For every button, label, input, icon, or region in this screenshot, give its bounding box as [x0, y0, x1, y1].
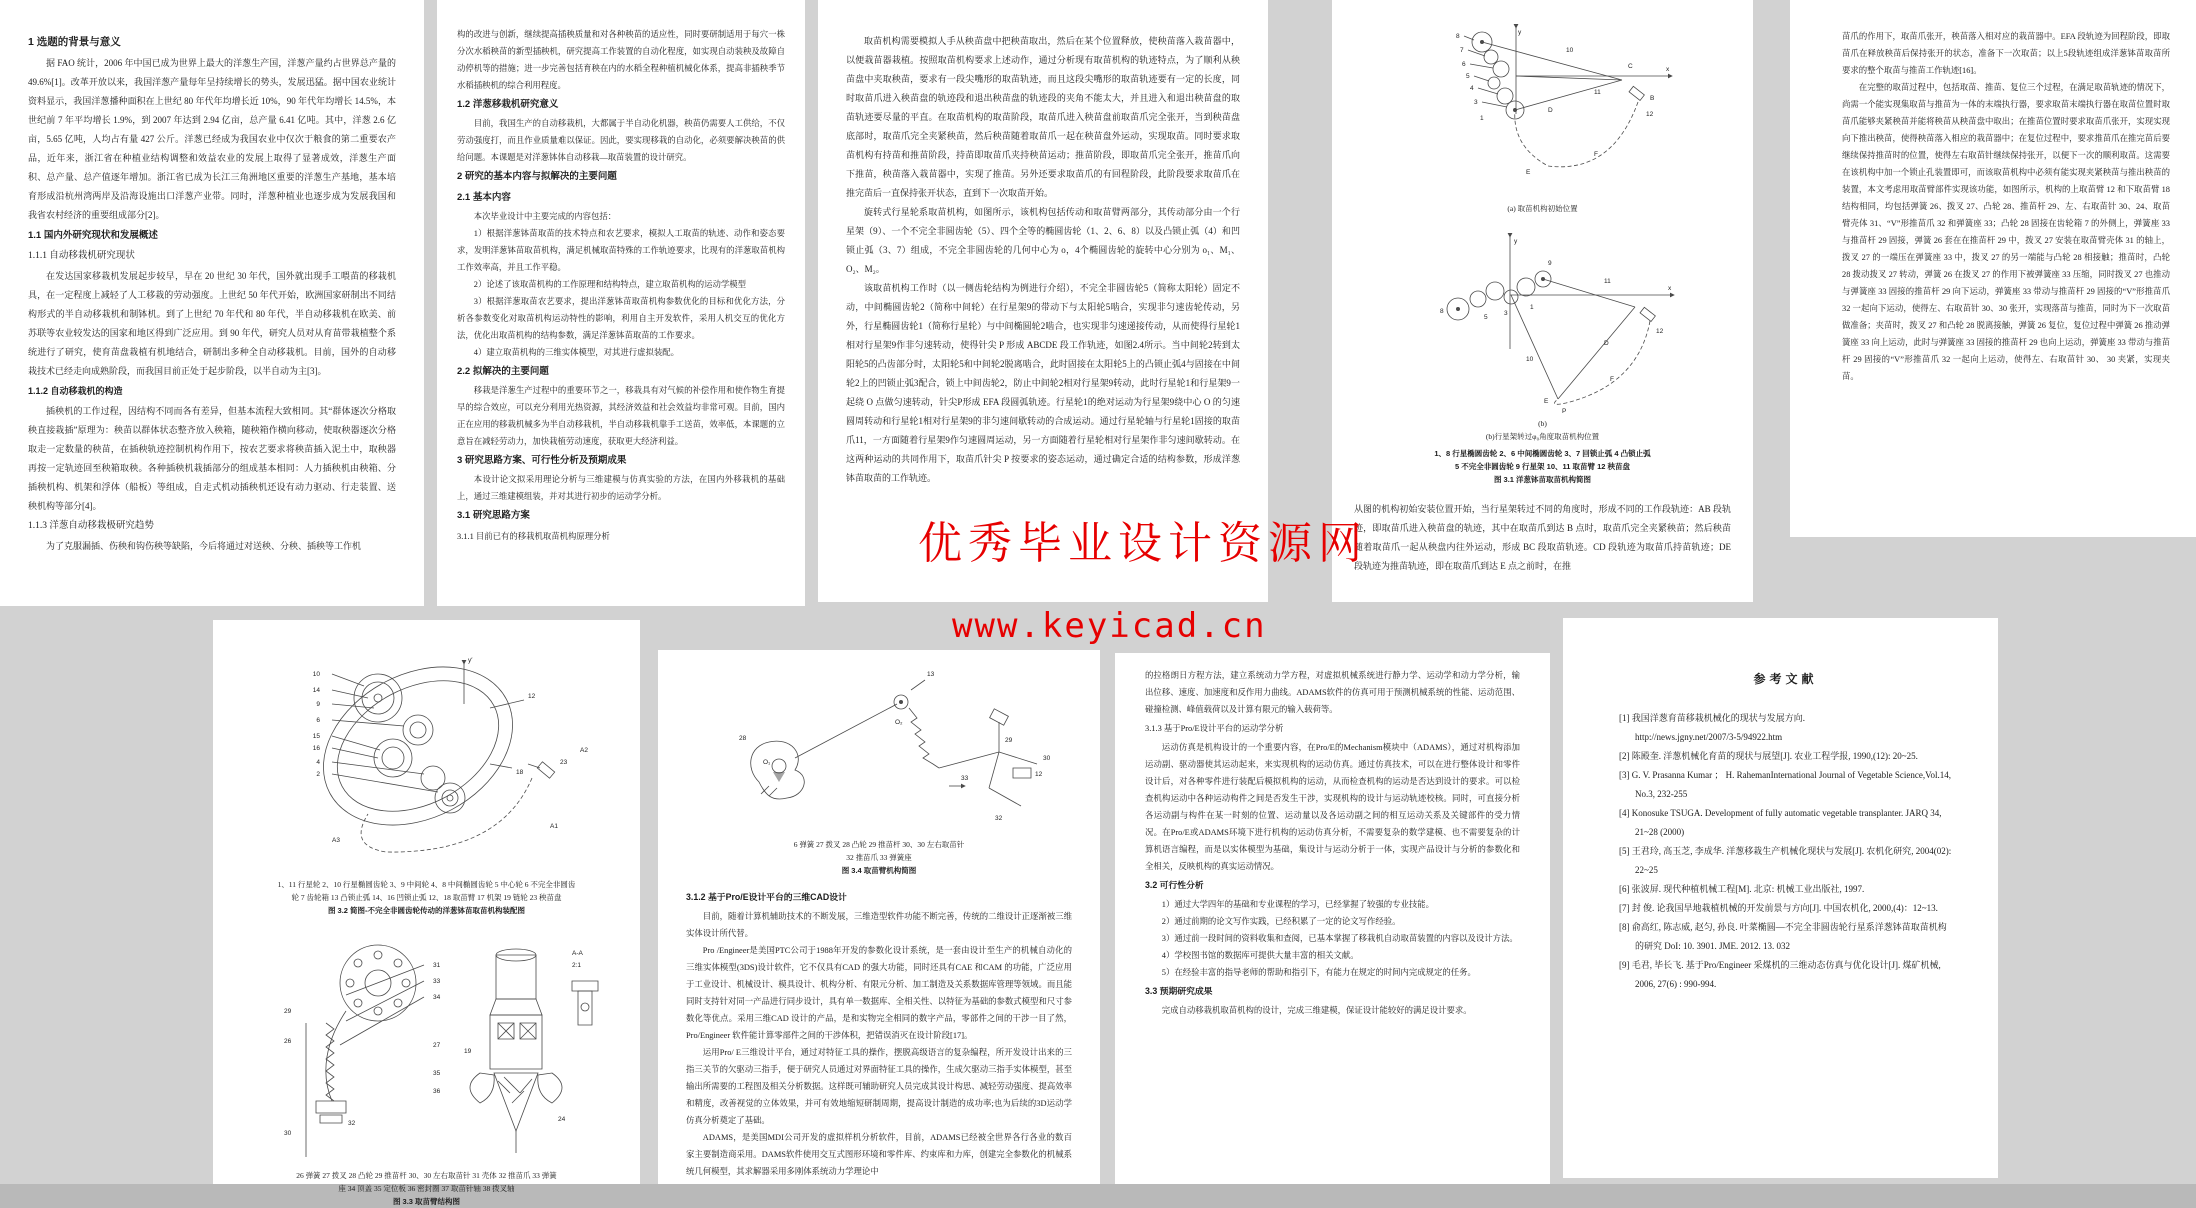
list-item: 4）建立取苗机构的三维实体模型，对其进行虚拟装配。: [473, 348, 679, 357]
paragraph: 构的改进与创新，继续提高插秧质量和对各种秧苗的适应性，同时要研制适用于每穴一株分次水稻秧苗的新型插秧机，研究提高工作装置的自动化程度，如实现自动装秧及故障自动停机等的措施；进一步完善包括育秧在内的水稻全程种植机械化体系，提高非插秧季节水稻插秧机的综合利用程度。: [457, 30, 785, 90]
svg-text:A-A: A-A: [571, 950, 583, 957]
svg-text:32: 32: [347, 1120, 355, 1127]
paragraph: 目前，随着计算机辅助技术的不断发展，三维造型软件功能不断完善，传统的二维设计正逐渐被三维实体设计所代替。: [686, 912, 1072, 938]
list-item: 2）通过前期的论文写作实践，已经积累了一定的论文写作经验。: [1161, 917, 1401, 926]
svg-text:A1: A1: [549, 823, 558, 830]
svg-text:x: x: [1665, 66, 1669, 73]
paragraph: 据 FAO 统计，2006 年中国已成为世界上最大的洋葱生产国，洋葱产量约占世界总产量的 49.6%[1]。改革开放以来，我国洋葱产量每年呈持续增长的势头，发展迅猛。据中国农业统计资料显示，我国洋葱播种面积在上世纪 80 年代年均增长近 10%，90 年代年均增长 14.5%，本世纪前 7 年平均增长 1.9%，到 2007 年达到 2.94 亿亩，总产量 6.41 亿吨。其中，洋葱 2.6 亿亩，5.65 亿吨，人均占有量 427 公斤。洋葱已经成为我国农业中仅次于粮食的第二重要农产品，近年来，浙江省在种植业结构调整和效益农业的发展上取得了显著成效，洋葱生产面积、总产量、总产值逐年增加。浙江省已成为长江三角洲地区重要的洋葱生产基地，基本培育形成沿杭州湾两岸及沿海设施出口洋葱产业带。同时，洋葱种植业也逐步成为发展我国和我省农村经济的重要组成部分[2]。: [28, 58, 396, 220]
svg-text:32: 32: [995, 815, 1003, 822]
svg-text:E: E: [1525, 169, 1530, 176]
svg-text:19: 19: [463, 1048, 471, 1055]
paragraph: 插秧机的工作过程，因结构不同而各有差异，但基本流程大致相同。其“群体逐次分格取秧直接栽插”原理为：秧苗以群体状态整齐放入秧箱，随秧箱作横向移动，使取秧器逐次分格取走一定数量的秧苗，在插秧轨迹控制机构作用下，按农艺要求将秧苗插入泥土中，取秧器再按一定轨迹回至秧箱取秧。各种插秧机栽插部分的组成基本相同：人力插秧机由秧箱、分插秧机构、机架和浮体（船板）等组成，自走式机动插秧机还设有动力驱动、行走装置、送秧机构等部分[4]。: [28, 406, 396, 511]
fig-3-1-title: 图 3.1 洋葱钵苗取苗机构简图: [1493, 475, 1592, 484]
fig-3-1b-caption: (b)行星架转过φ₀角度取苗机构位置: [1485, 432, 1600, 441]
svg-text:6: 6: [315, 717, 320, 724]
paragraph: Pro /Engineer是美国PTC公司于1988年开发的参数化设计系统，是一套由设计至生产的机械自动化的三维实体模型(3DS)设计软件，它不仅具有CAD 的强大功能，同时还具有CAE 和CAM 的功能，广泛应用于工业设计、机械设计、模具设计、机构分析、有限元分析、加工制造及关系数据库管理等领域。而且能同时支持针对同一产品进行同步设计，具有单一数据库、全相关性、以特征为基础的参数式模型和尺寸参数化等优点。采用三维CAD 设计的产品，是和实物完全相同的数字产品，零部件之间的干涉一目了然，Pro/Engineer 软件能计算零部件之间的干涉体积，把错误消灭在设计阶段[17]。: [686, 946, 1072, 1040]
svg-text:6: 6: [1461, 61, 1466, 68]
svg-text:5: 5: [1483, 314, 1488, 321]
reference-item: [8] 俞高红, 陈志威, 赵匀, 孙良. 叶菜椭圆—不完全非圆齿轮行星系洋葱钵苗取苗机构的研究 DoI: 10. 3901. JME. 2012. 13. 032: [1619, 922, 1947, 951]
fig-3-3-legend-2: 座 34 顶盖 35 定位板 36 密封圈 37 取苗针轴 38 拨叉轴: [338, 1184, 515, 1193]
fig-3-1b-tag: (b): [1538, 419, 1547, 428]
svg-text:B: B: [1649, 95, 1654, 102]
paragraph: 运用Pro/ E三维设计平台，通过对特征工具的操作，摆脱高级语言的复杂编程，所开发设计出来的三指三关节的欠驱动三指手，便于研究人员通过对界面特征工具的操作，生成欠驱动三指手实体模型，甚至输出所需要的工程图及相关分析数据。这样既可辅助研究人员完成其设计构思、减轻劳动强度、提高效率和精度，改善视觉的立体效果，并可有效地缩短研制周期，提高设计制造的成功率;也为后续的3D运动学仿真分析奠定了基础。: [686, 1048, 1072, 1125]
fig-3-1b-mechanism-diagram: [1398, 221, 1688, 417]
watermark-site-url: www.keyicad.cn: [952, 606, 1267, 646]
list-item: 1）通过大学四年的基础和专业课程的学习，已经掌握了较强的专业技能。: [1161, 900, 1434, 909]
fig-3-3-structure-drawing: [228, 925, 626, 1161]
heading-3-2: 3.2 可行性分析: [1145, 880, 1204, 890]
reference-item: [9] 毛君, 毕长飞. 基于Pro/Engineer 采煤机的三维动态仿真与优化设计[J]. 煤矿机械, 2006, 27(6) : 990-994.: [1619, 960, 1941, 989]
paragraph: 从图的机构初始安装位置开始，当行星架转过不同的角度时，形成不同的工作段轨迹：AB 段轨迹，即取苗爪进入秧苗盘的轨迹，其中在取苗爪到达 B 点时，取苗爪完全夹紧秧苗；然后秧苗随着取苗爪一起从秧盘内往外运动，形成 BC 段取苗轨迹。CD 段轨迹为取苗爪持苗轨迹；DE 段轨迹为推苗轨迹，即在取苗爪到达 E 点之前时，在推: [1354, 504, 1731, 571]
svg-text:E: E: [1543, 398, 1548, 405]
paragraph: 本设计论文拟采用理论分析与三维建模与仿真实验的方法，在国内外移栽机的基础上，通过三维建模组装，并对其进行初步的运动学分析。: [457, 475, 785, 501]
watermark-site-name: 优秀毕业设计资源网: [918, 519, 1368, 568]
svg-text:y: y: [1517, 29, 1521, 36]
svg-text:35: 35: [432, 1070, 440, 1077]
page-4-background: [1332, 0, 1753, 602]
fig-3-2-legend-1: 1、11 行星轮 2、10 行星椭圆齿轮 3、9 中间轮 4、8 中间椭圆齿轮 5 中心轮 6 不完全非圆齿: [277, 880, 576, 889]
svg-text:28: 28: [739, 735, 747, 742]
svg-text:33: 33: [961, 775, 969, 782]
heading-2-1: 2.1 基本内容: [457, 192, 511, 203]
svg-text:O₁: O₁: [763, 759, 771, 766]
paragraph: 苗爪的作用下，取苗爪张开，秧苗落入相对应的栽苗器中。EFA 段轨迹为回程阶段，即取苗爪在释放秧苗后保持张开的状态，准备下一次取苗；以上5段轨迹组成洋葱钵苗取苗所要求的整个取苗与推苗工作轨迹[16]。: [1842, 32, 2170, 75]
paragraph: 取苗机构需要模拟人手从秧苗盘中把秧苗取出，然后在某个位置释放，使秧苗落入栽苗器中，以便栽苗器栽植。按照取苗机构要求上述动作，通过分析现有取苗机构的轨迹特点，为了顺利从秧苗盘中夹取秧苗，要求有一段尖嘴形的取苗轨迹，而且这段尖嘴形的取苗轨迹要有一定的长度，同时取苗爪进入秧苗盘的轨迹段和退出秧苗盘的轨迹段的夹角不能太大，并且进入和退出秧苗盘的取苗轨迹要尽量的平直。在取苗机构的取苗阶段，取苗爪进入秧苗盘前取苗爪完全张开，当到秧苗盘底部时，取苗爪完全夹紧秧苗，然后秧苗随着取苗爪一起在秧苗盘外运动，实现取苗。同时要求取苗机构有持苗和推苗阶段，持苗即取苗爪夹持秧苗运动；推苗阶段，即取苗爪完全张开，推苗爪向下推苗，秧苗落入栽苗器中，实现了推苗。另外还要求取苗爪的有回程阶段，此阶段要求取苗爪在推完苗后一直保持张开状态，直到下一次取苗开始。: [846, 36, 1240, 198]
svg-text:F: F: [1609, 376, 1614, 383]
svg-text:5: 5: [1465, 73, 1470, 80]
svg-text:1: 1: [1479, 115, 1484, 122]
svg-text:23: 23: [559, 759, 567, 766]
heading-3-1-1: 3.1.1 目前已有的移栽机取苗机构原理分析: [457, 532, 610, 541]
svg-text:26: 26: [283, 1038, 291, 1045]
heading-1-1-3: 1.1.3 洋葱自动移栽极研究趋势: [28, 521, 154, 531]
svg-text:10: 10: [1525, 356, 1533, 363]
references-title: 参考文献: [1753, 672, 1818, 686]
svg-text:29: 29: [1005, 737, 1013, 744]
svg-text:O₂: O₂: [895, 719, 903, 726]
heading-3-1-3: 3.1.3 基于Pro/E设计平台的运动学分析: [1145, 724, 1284, 733]
svg-text:x: x: [1667, 285, 1671, 292]
fig-3-3-legend-1: 26 弹簧 27 拨叉 28 凸轮 29 推苗杆 30、30 左右取苗针 31 壳体 32 推苗爪 33 弹簧: [296, 1171, 557, 1180]
heading-1-1-2: 1.1.2 自动移栽机的构造: [28, 386, 123, 396]
list-item: 4）学校图书馆的数据库可提供大量丰富的相关文献。: [1161, 951, 1359, 960]
svg-text:15: 15: [312, 733, 320, 740]
reference-item: [3] G. V. Prasanna Kumar ； H. RahemanInternational Journal of Vegetable Science,Vol.14, No.3, 232-255: [1619, 770, 1952, 799]
heading-3-1: 3.1 研究思路方案: [457, 510, 530, 521]
svg-text:1: 1: [1529, 304, 1534, 311]
page-5-background: [1790, 0, 2196, 537]
svg-text:30: 30: [1043, 755, 1051, 762]
svg-text:34: 34: [432, 994, 440, 1001]
page-1-background: [0, 0, 424, 606]
fig-3-4-title: 图 3.4 取苗臂机构简图: [841, 866, 917, 875]
paragraph: 为了克服漏插、伤秧和钩伤秧等缺陷，今后将通过对送秧、分秧、插秧等工作机: [46, 541, 362, 551]
paragraph: 在发达国家移栽机发展起步较早，早在 20 世纪 30 年代，国外就出现手工喂苗的移栽机具，在一定程度上减轻了人工移栽的劳动强度。上世纪 50 年代开始，欧洲国家研制出不同结构形式的半自动移栽机和制钵机。到了上世纪 70 年代和 80 年代，半自动移栽机在欧美、前苏联等农业较发达的国家和地区得到广泛应用。到 90 年代，研究人员对从育苗带栽植整个系统进行了研究，使育苗盘栽植有机地结合，研制出多种全自动移栽机。目前，国外的自动移栽技术已经走向成熟阶段，而我国目前正处于起步阶段，以半自动为主[3]。: [28, 271, 396, 376]
page-9-background: [1563, 618, 1998, 1178]
heading-1: 1 选题的背景与意义: [28, 36, 121, 48]
paragraph: 目前，我国生产的自动移栽机，大都属于半自动化机器，秧苗仍需要人工供给，不仅劳动强度打，而且作业质量难以保证。因此，要实现移栽的自动化，必须要解决秧苗的供给问题。本课题是对洋葱钵体自动移栽—取苗装置的设计研究。: [457, 119, 785, 162]
page-7-background: [658, 650, 1100, 1184]
reference-item: [5] 王君玲, 高玉芝, 李成华. 洋葱移栽生产机械化现状与发展[J]. 农机化研究, 2004(02): 22~25: [1619, 846, 1952, 875]
svg-text:12: 12: [1035, 771, 1043, 778]
svg-text:13: 13: [927, 671, 935, 678]
svg-text:A2: A2: [579, 747, 588, 754]
svg-text:14: 14: [312, 687, 320, 694]
reference-item: [4] Konosuke TSUGA. Development of fully automatic vegetable transplanter. JARQ 34, 21~28 (2000): [1619, 808, 1942, 837]
heading-1-1-1: 1.1.1 自动移栽机研究现状: [28, 251, 135, 261]
svg-text:11: 11: [1593, 89, 1601, 96]
svg-text:A3: A3: [331, 837, 340, 844]
page-6-background: [213, 620, 640, 1206]
paragraph: 在完整的取苗过程中，包括取苗、推苗、复位三个过程，在满足取苗轨迹的情况下，尚需一个能实现集取苗与推苗为一体的末端执行器，要求取苗末端执行器在取苗位置时取苗爪能够夹紧秧苗并能将秧苗从秧苗盘中取出；在推苗位置时要求取苗爪张开，实现实现向下推出秧苗，使得秧苗落入相应的栽苗器中；在复位过程中，要求推苗爪在推完苗后要继续保持推苗时的位置，使得左右取苗针继续保持张开，以便下一次的顺利取苗。这需要在该机构中加一个锁止孔装置即可，而该取苗机构中必须有能实现夹紧秧苗与推出秧苗的装置，本文考虑用取苗臂部件实现该功能，如图所示，机构的上取苗臂 12 和下取苗臂 18 结构相同，均包括弹簧 26、拨叉 27、凸轮 28、推苗杆 29、左、右取苗针 30、24、取苗臂壳体 31、“V”形推苗爪 32 和弹簧座 33；凸轮 28 固接在齿轮箱 7 的外侧上，弹簧座 33 与推苗杆 29 固接，弹簧 26 套在在推苗杆 29 中，拨叉 27 安装在取苗臂壳体 31 的轴上，拨叉 27 的一端压在弹簧座 33 中，拨叉 27 的另一端能与凸轮 28 相接触；推苗时，凸轮 28 拨动拨叉 27 转动，弹簧 26 在拨叉 27 的作用下被弹簧座 33 压缩，同时拨叉 27 也推动与弹簧座 33 固接的推苗杆 29 向下运动，弹簧座 33 带动与推苗杆 29 固接的“V”形推苗爪 32 一起向下运动，使得左、右取苗针 30、30 张开，实现落苗与推苗，同时为下一次取苗做准备；夹苗时，拨叉 27 和凸轮 28 脱离接触，弹簧 26 复位，复位过程中弹簧 26 推动弹簧座 33 向上运动，此时与弹簧座 33 固接的推苗杆 29 也向上运动，弹簧座 33 带动与推苗杆 29 固接的“V”形推苗爪 32 一起向上运动，使得左、右取苗针 30、 30 夹紧，实现夹苗。: [1842, 83, 2170, 381]
svg-text:4: 4: [315, 759, 320, 766]
fig-3-2-legend-2: 轮 7 齿轮箱 13 凸锁止弧 14、16 凹锁止弧 12、18 取苗臂 17 机架 19 链轮 23 秧苗盘: [291, 893, 562, 902]
fig-3-3-title: 图 3.3 取苗臂结构图: [392, 1197, 461, 1206]
svg-text:31: 31: [432, 962, 440, 969]
svg-text:12: 12: [527, 693, 535, 700]
paragraph: 旋转式行星轮系取苗机构，如图所示，该机构包括传动和取苗臂两部分，其传动部分由一个行星架（9）、一个不完全非圆齿轮（5）、四个全等的椭圆齿轮（1、2、6、8）以及凸锁止弧（4）和凹锁止弧（3、7）组成，不完全非圆齿轮的几何中心为 o，4个椭圆齿轮的旋转中心分别为 o₁、M₁、O₂、M₂。: [846, 207, 1240, 274]
svg-text:30: 30: [283, 1130, 291, 1137]
list-item: 3）根据洋葱取苗农艺要求，提出洋葱钵苗取苗机构参数优化的目标和优化方法，分析各参数变化对取苗机构运动特性的影响，利用自主开发软件，采用人机交互的优化方法，优化出取苗机构的结构参数，满足洋葱钵苗取苗的工作要求。: [457, 297, 785, 340]
svg-text:12: 12: [1645, 111, 1653, 118]
svg-text:2: 2: [315, 771, 320, 778]
heading-2-2: 2.2 拟解决的主要问题: [457, 366, 549, 377]
svg-text:12: 12: [1655, 328, 1663, 335]
svg-text:3: 3: [1503, 310, 1508, 317]
svg-text:4: 4: [1469, 85, 1474, 92]
fig-3-4-legend-1: 6 弹簧 27 拨叉 28 凸轮 29 推苗杆 30、30 左右取苗针: [793, 840, 965, 849]
svg-text:36: 36: [432, 1088, 440, 1095]
svg-text:9: 9: [1547, 260, 1552, 267]
fig-3-2-title: 图 3.2 简图-不完全非圆齿轮传动的洋葱钵苗取苗机构装配图: [327, 906, 526, 915]
heading-1-2: 1.2 洋葱移栽机研究意义: [457, 99, 559, 110]
svg-text:C: C: [1627, 63, 1633, 70]
paragraph: 该取苗机构工作时（以一侧齿轮结构为例进行介绍），不完全非圆齿轮5（简称太阳轮）固定不动，中间椭圆齿轮2（简称中间轮）在行星架9的带动下与太阳轮5啮合，实现非匀速齿轮传动，另外，行星椭圆齿轮1（简称行星轮）与中间椭圆轮2啮合，也实现非匀速递接传动，从而使得行星轮1相对行星架9作非匀速转动，使得针尖 P 形成 ABCDE 段工作轨迹，如图2.4所示。当中间轮2转到太阳轮5的凸齿部分时，太阳轮5和中间轮2脱离啮合，此时固接在太阳轮5上的凸锁止弧4与固接在中间轮2上的凹锁止弧3配合，锁上中间齿轮2，防止中间轮2相对行星架9转动，此时行星轮1和行星架9一起绕 O 点做匀速转动，针尖P形成 EFA 段圆弧轨迹。行星轮1的绝对运动为行星架9绕中心 O 的匀速圆周转动和行星轮1相对行星架9的非匀速间歇转动的合成运动。通过行星轮轴与行星轮1固接的取苗爪11，一方面随着行星架9作匀速圆周运动，另一方面随着行星轮相对行星架作非匀速间歇转动。在这两种运动的共同作用下，取苗爪针尖 P 按要求的姿态运动，通过确定合适的结构参数，形成洋葱钵苗取苗的工作轨迹。: [846, 283, 1240, 483]
page-3-background: [818, 0, 1268, 602]
reference-item: [2] 陈殿奎. 洋葱机械化育苗的现状与展望[J]. 农业工程学报, 1990,(12): 20~25.: [1619, 751, 1918, 761]
list-item: 1）根据洋葱钵苗取苗的技术特点和农艺要求，模拟人工取苗的轨迹、动作和姿态要求，发明洋葱钵苗取苗机构，满足机械取苗特殊的工作轨迹要求，比现有的洋葱取苗机构工作效率高，并且工作平稳。: [457, 229, 785, 272]
fig-3-4-legend-2: 32 推苗爪 33 弹簧座: [846, 853, 912, 862]
paragraph: 移栽是洋葱生产过程中的重要环节之一，移栽具有对气候的补偿作用和使作物生育提早的综合效应，可以充分利用光热资源，其经济效益和社会效益均非常可观。目前，国内正在应用的移栽机械多为半自动移栽机，半自动移栽机靠手工送苗，效率低，本课题的立意旨在减轻劳动力，加快栽植劳动速度，获取更大经济利益。: [457, 386, 785, 446]
heading-2: 2 研究的基本内容与拟解决的主要问题: [457, 171, 617, 182]
paragraph: ADAMS，是美国MDI公司开发的虚拟样机分析软件，目前，ADAMS已经被全世界各行各业的数百家主要制造商采用。DAMS软件使用交互式图形环境和零件库、约束库和力库，创建完全参数化的机械系统几何模型，其求解器采用多刚体系统动力学理论中: [686, 1133, 1072, 1176]
page-2-background: [437, 0, 805, 606]
svg-text:y′: y′: [467, 657, 472, 664]
paragraph: 完成自动移栽机取苗机构的设计，完成三维建模，保证设计能较好的满足设计要求。: [1161, 1006, 1472, 1015]
list-item: 3）通过前一段时间的资料收集和查阅，已基本掌握了移栽机自动取苗装置的内容以及设计方法。: [1161, 934, 1518, 943]
fig-3-1a-mechanism-diagram: [1398, 14, 1688, 202]
page-8-background: [1115, 653, 1550, 1184]
list-item: 5）在经验丰富的指导老师的帮助和指引下，有能力在规定的时间内完成规定的任务。: [1161, 968, 1476, 977]
reference-item: [6] 张波屏. 现代种植机械工程[M]. 北京: 机械工业出版社, 1997.: [1619, 884, 1865, 894]
svg-text:18: 18: [515, 769, 523, 776]
svg-text:y: y: [1513, 238, 1517, 245]
svg-text:33: 33: [432, 978, 440, 985]
svg-text:16: 16: [312, 745, 320, 752]
paragraph: 的拉格朗日方程方法，建立系统动力学方程，对虚拟机械系统进行静力学、运动学和动力学分析，输出位移、速度、加速度和反作用力曲线。ADAMS软件的仿真可用于预测机械系统的性能、运动范围、碰撞检测、峰值载荷以及计算有限元的输入载荷等。: [1145, 671, 1520, 714]
svg-text:8: 8: [1439, 308, 1444, 315]
svg-text:27: 27: [432, 1042, 440, 1049]
reference-item: [1] 我国洋葱育苗移栽机械化的现状与发展方向. http://news.jgny.net/2007/3-5/94922.htm: [1619, 713, 1805, 742]
fig-3-2-assembly-diagram: [228, 646, 626, 870]
fig-3-1-legend-2: 5 不完全非圆齿轮 9 行星架 10、11 取苗臂 12 秧苗盘: [1454, 462, 1631, 471]
svg-text:29: 29: [283, 1008, 291, 1015]
heading-3-1-2: 3.1.2 基于Pro/E设计平台的三维CAD设计: [686, 892, 847, 902]
paragraph: 运动仿真是机构设计的一个重要内容，在Pro/E的Mechanism模块中（ADAMS），通过对机构添加运动副、驱动器使其运动起来，来实现机构的运动仿真。通过仿真技术，可以在进行整体设计和零件设计后，对各种零件进行装配后模拟机构的运动，从而检查机构的运动是否达到设计的要求。可以检查机构运动中各种运动构件之间是否发生干涉，实现机构的设计与运动轨迹校核。同时，可直接分析各运动副与构件在某一时刻的位置、运动量以及各运动副之间的相互运动关系及关键部件的受力情况。在Pro/E或ADAMS环境下进行机构的运动仿真分析，不需要复杂的数学建模、也不需要复杂的计算机语言编程，而是以实体模型为基础，集设计与运动分析于一体，实现产品设计与分析的参数化和全相关，反映机构的真实运动情况。: [1145, 743, 1520, 871]
svg-text:P: P: [1561, 408, 1566, 415]
svg-text:10: 10: [312, 671, 320, 678]
svg-text:9: 9: [315, 701, 320, 708]
svg-text:24: 24: [557, 1116, 565, 1123]
svg-text:F: F: [1593, 151, 1598, 158]
fig-3-1-legend-1: 1、8 行星椭圆齿轮 2、6 中间椭圆齿轮 3、7 回锁止弧 4 凸锁止弧: [1434, 449, 1651, 458]
svg-text:D: D: [1547, 107, 1553, 114]
paragraph: 本次毕业设计中主要完成的内容包括：: [473, 212, 617, 221]
svg-text:D: D: [1603, 340, 1609, 347]
fig-3-1a-caption: (a) 取苗机构初始位置: [1507, 204, 1578, 213]
reference-item: [7] 封 俊. 论我国旱地栽植机械的开发前景与方向[J]. 中国农机化, 2000,(4)：12~13.: [1619, 903, 1938, 913]
svg-text:8: 8: [1455, 33, 1460, 40]
heading-1-1: 1.1 国内外研究现状和发展概述: [28, 230, 158, 241]
svg-text:11: 11: [1603, 278, 1611, 285]
svg-text:7: 7: [1459, 47, 1464, 54]
list-item: 2）论述了该取苗机构的工作原理和结构特点，建立取苗机构的运动学模型: [473, 280, 746, 289]
svg-text:10: 10: [1565, 47, 1573, 54]
svg-text:2:1: 2:1: [571, 962, 581, 969]
svg-text:3: 3: [1473, 99, 1478, 106]
heading-3: 3 研究思路方案、可行性分析及预期成果: [457, 455, 627, 466]
heading-3-3: 3.3 预期研究成果: [1145, 986, 1213, 996]
fig-3-4-claw-arm-diagram: [699, 660, 1059, 838]
